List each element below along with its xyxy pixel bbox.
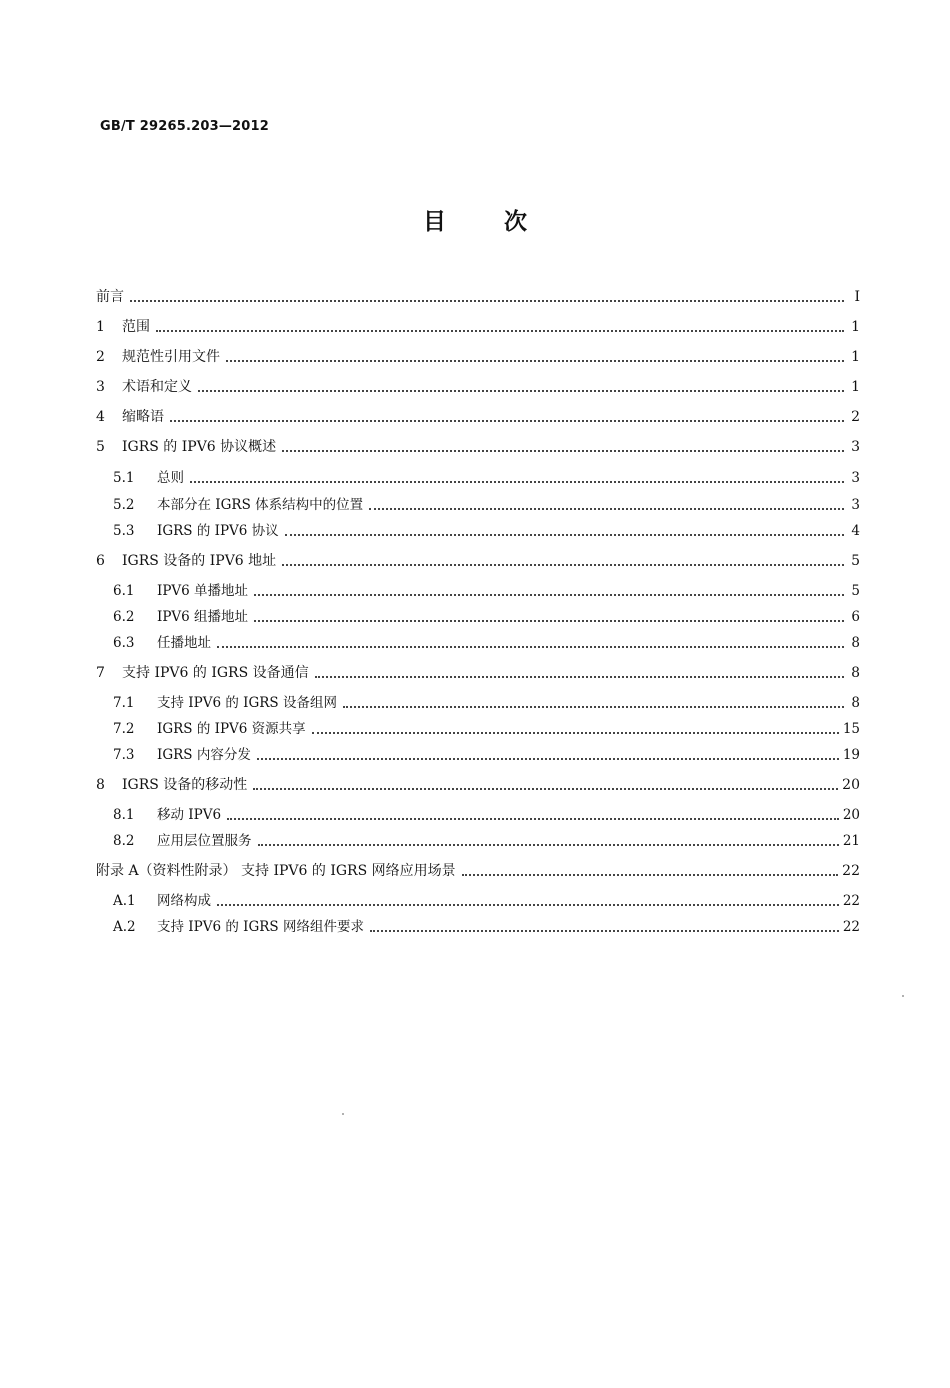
toc-entry-number: 4 xyxy=(96,409,105,425)
toc-entry-title: 支持 IPV6 的 IGRS 设备组网 xyxy=(157,695,337,711)
toc-leader-dots xyxy=(227,818,839,820)
toc-entry[interactable] xyxy=(113,831,860,851)
toc-entry-page: 21 xyxy=(842,833,860,849)
toc-entry-number: 8.2 xyxy=(113,833,135,849)
toc-entry[interactable] xyxy=(113,891,860,911)
toc-entry-page: 6 xyxy=(851,609,860,625)
toc-entry-title: 缩略语 xyxy=(122,409,164,425)
toc-entry-page: 20 xyxy=(842,777,860,793)
toc-entry[interactable] xyxy=(96,775,860,795)
toc-entry-page: 5 xyxy=(851,553,860,569)
toc-leader-dots xyxy=(253,788,838,790)
toc-entry-title: 总则 xyxy=(157,470,184,486)
toc-leader-dots xyxy=(130,300,844,302)
toc-leader-dots xyxy=(369,508,844,510)
toc-leader-dots xyxy=(462,874,839,876)
toc-entry[interactable] xyxy=(96,437,860,457)
toc-entry[interactable] xyxy=(113,468,860,488)
toc-entry-title: 移动 IPV6 xyxy=(157,807,222,823)
toc-entry[interactable] xyxy=(113,693,860,713)
toc-leader-dots xyxy=(170,420,844,422)
toc-entry-page: 8 xyxy=(851,695,860,711)
toc-entry-page: 3 xyxy=(851,439,860,455)
toc-entry-title: 本部分在 IGRS 体系结构中的位置 xyxy=(157,497,364,513)
toc-leader-dots xyxy=(343,706,844,708)
toc-entry-number: 5.3 xyxy=(113,523,135,539)
toc-entry-number: 5.1 xyxy=(113,470,135,486)
toc-leader-dots xyxy=(315,676,844,678)
toc-leader-dots xyxy=(282,450,844,452)
toc-leader-dots xyxy=(156,330,844,332)
toc-entry[interactable] xyxy=(96,407,860,427)
toc-entry-title: IGRS 设备的 IPV6 地址 xyxy=(122,553,277,569)
toc-entry-title: IPV6 组播地址 xyxy=(157,609,249,625)
toc-entry[interactable] xyxy=(96,317,860,337)
toc-entry-title: 网络构成 xyxy=(157,893,211,909)
toc-entry-title: IGRS 的 IPV6 协议概述 xyxy=(122,439,277,455)
toc-entry-number: 1 xyxy=(96,319,105,335)
toc-entry[interactable] xyxy=(96,861,860,881)
toc-leader-dots xyxy=(254,594,844,596)
toc-entry-number: 8.1 xyxy=(113,807,135,823)
toc-entry-title: 规范性引用文件 xyxy=(122,349,220,365)
toc-entry-page: 8 xyxy=(851,635,860,651)
toc-entry-title: 支持 IPV6 的 IGRS 设备通信 xyxy=(122,665,309,681)
toc-entry-page: 22 xyxy=(842,919,860,935)
toc-entry-number: 6.3 xyxy=(113,635,135,651)
toc-leader-dots xyxy=(312,732,839,734)
toc-entry-page: I xyxy=(854,289,860,305)
toc-entry[interactable] xyxy=(113,581,860,601)
toc-entry[interactable] xyxy=(113,719,860,739)
toc-leader-dots xyxy=(198,390,844,392)
toc-entry[interactable] xyxy=(96,663,860,683)
toc-entry-number: A.1 xyxy=(113,893,136,909)
toc-entry[interactable] xyxy=(96,287,860,307)
toc-entry[interactable] xyxy=(113,805,860,825)
toc-entry-number: 6.1 xyxy=(113,583,135,599)
title-char-right: 次 xyxy=(504,209,527,235)
toc-entry-title: 支持 IPV6 的 IGRS 网络组件要求 xyxy=(157,919,364,935)
scan-speck xyxy=(342,1113,344,1115)
toc-entry[interactable] xyxy=(96,347,860,367)
toc-entry-title: IGRS 设备的移动性 xyxy=(122,777,248,793)
toc-entry-title: IPV6 单播地址 xyxy=(157,583,249,599)
toc-leader-dots xyxy=(282,564,844,566)
toc-entry[interactable] xyxy=(113,495,860,515)
toc-entry[interactable] xyxy=(113,521,860,541)
toc-entry[interactable] xyxy=(113,745,860,765)
toc-leader-dots xyxy=(190,481,844,483)
document-code: GB/T 29265.203—2012 xyxy=(100,119,270,134)
toc-entry-title: 附录 A（资料性附录） 支持 IPV6 的 IGRS 网络应用场景 xyxy=(96,863,456,879)
toc-leader-dots xyxy=(258,844,839,846)
toc-entry-title: 任播地址 xyxy=(157,635,211,651)
toc-leader-dots xyxy=(226,360,844,362)
toc-entry[interactable] xyxy=(96,377,860,397)
toc-entry-title: 术语和定义 xyxy=(122,379,192,395)
toc-leader-dots xyxy=(285,534,844,536)
toc-entry-page: 1 xyxy=(851,349,860,365)
toc-entry-page: 19 xyxy=(842,747,860,763)
toc-entry-number: 7.1 xyxy=(113,695,135,711)
title-char-left: 目 xyxy=(423,209,446,235)
toc-entry-title: IGRS 的 IPV6 协议 xyxy=(157,523,279,539)
toc-entry-title: IGRS 的 IPV6 资源共享 xyxy=(157,721,306,737)
toc-entry-number: 7 xyxy=(96,665,105,681)
toc-entry-title: 前言 xyxy=(96,289,124,305)
toc-entry-title: 范围 xyxy=(122,319,150,335)
toc-entry-page: 5 xyxy=(851,583,860,599)
scan-speck xyxy=(902,995,904,997)
toc-entry[interactable] xyxy=(113,633,860,653)
toc-entry-number: 5.2 xyxy=(113,497,135,513)
toc-entry-page: 1 xyxy=(851,319,860,335)
toc-entry-page: 2 xyxy=(851,409,860,425)
toc-entry-number: 5 xyxy=(96,439,105,455)
toc-entry-page: 3 xyxy=(851,470,860,486)
toc-entry-page: 22 xyxy=(842,863,860,879)
toc-entry-page: 22 xyxy=(842,893,860,909)
toc-leader-dots xyxy=(370,930,839,932)
toc-entry-number: A.2 xyxy=(113,919,136,935)
toc-entry-page: 15 xyxy=(842,721,860,737)
toc-entry-number: 8 xyxy=(96,777,105,793)
toc-entry-title: 应用层位置服务 xyxy=(157,833,252,849)
toc-entry-page: 3 xyxy=(851,497,860,513)
toc-entry-number: 7.3 xyxy=(113,747,135,763)
toc-entry-number: 3 xyxy=(96,379,105,395)
toc-leader-dots xyxy=(257,758,839,760)
toc-leader-dots xyxy=(217,904,839,906)
toc-entry[interactable] xyxy=(113,607,860,627)
toc-entry-page: 1 xyxy=(851,379,860,395)
toc-entry[interactable] xyxy=(113,917,860,937)
toc-entry-page: 8 xyxy=(851,665,860,681)
toc-entry-number: 6.2 xyxy=(113,609,135,625)
toc-entry-title: IGRS 内容分发 xyxy=(157,747,251,763)
toc-leader-dots xyxy=(217,646,844,648)
toc-entry-page: 4 xyxy=(851,523,860,539)
toc-leader-dots xyxy=(254,620,844,622)
toc-entry-number: 7.2 xyxy=(113,721,135,737)
toc-entry[interactable] xyxy=(96,551,860,571)
toc-entry-number: 2 xyxy=(96,349,105,365)
toc-entry-page: 20 xyxy=(842,807,860,823)
toc-entry-number: 6 xyxy=(96,553,105,569)
